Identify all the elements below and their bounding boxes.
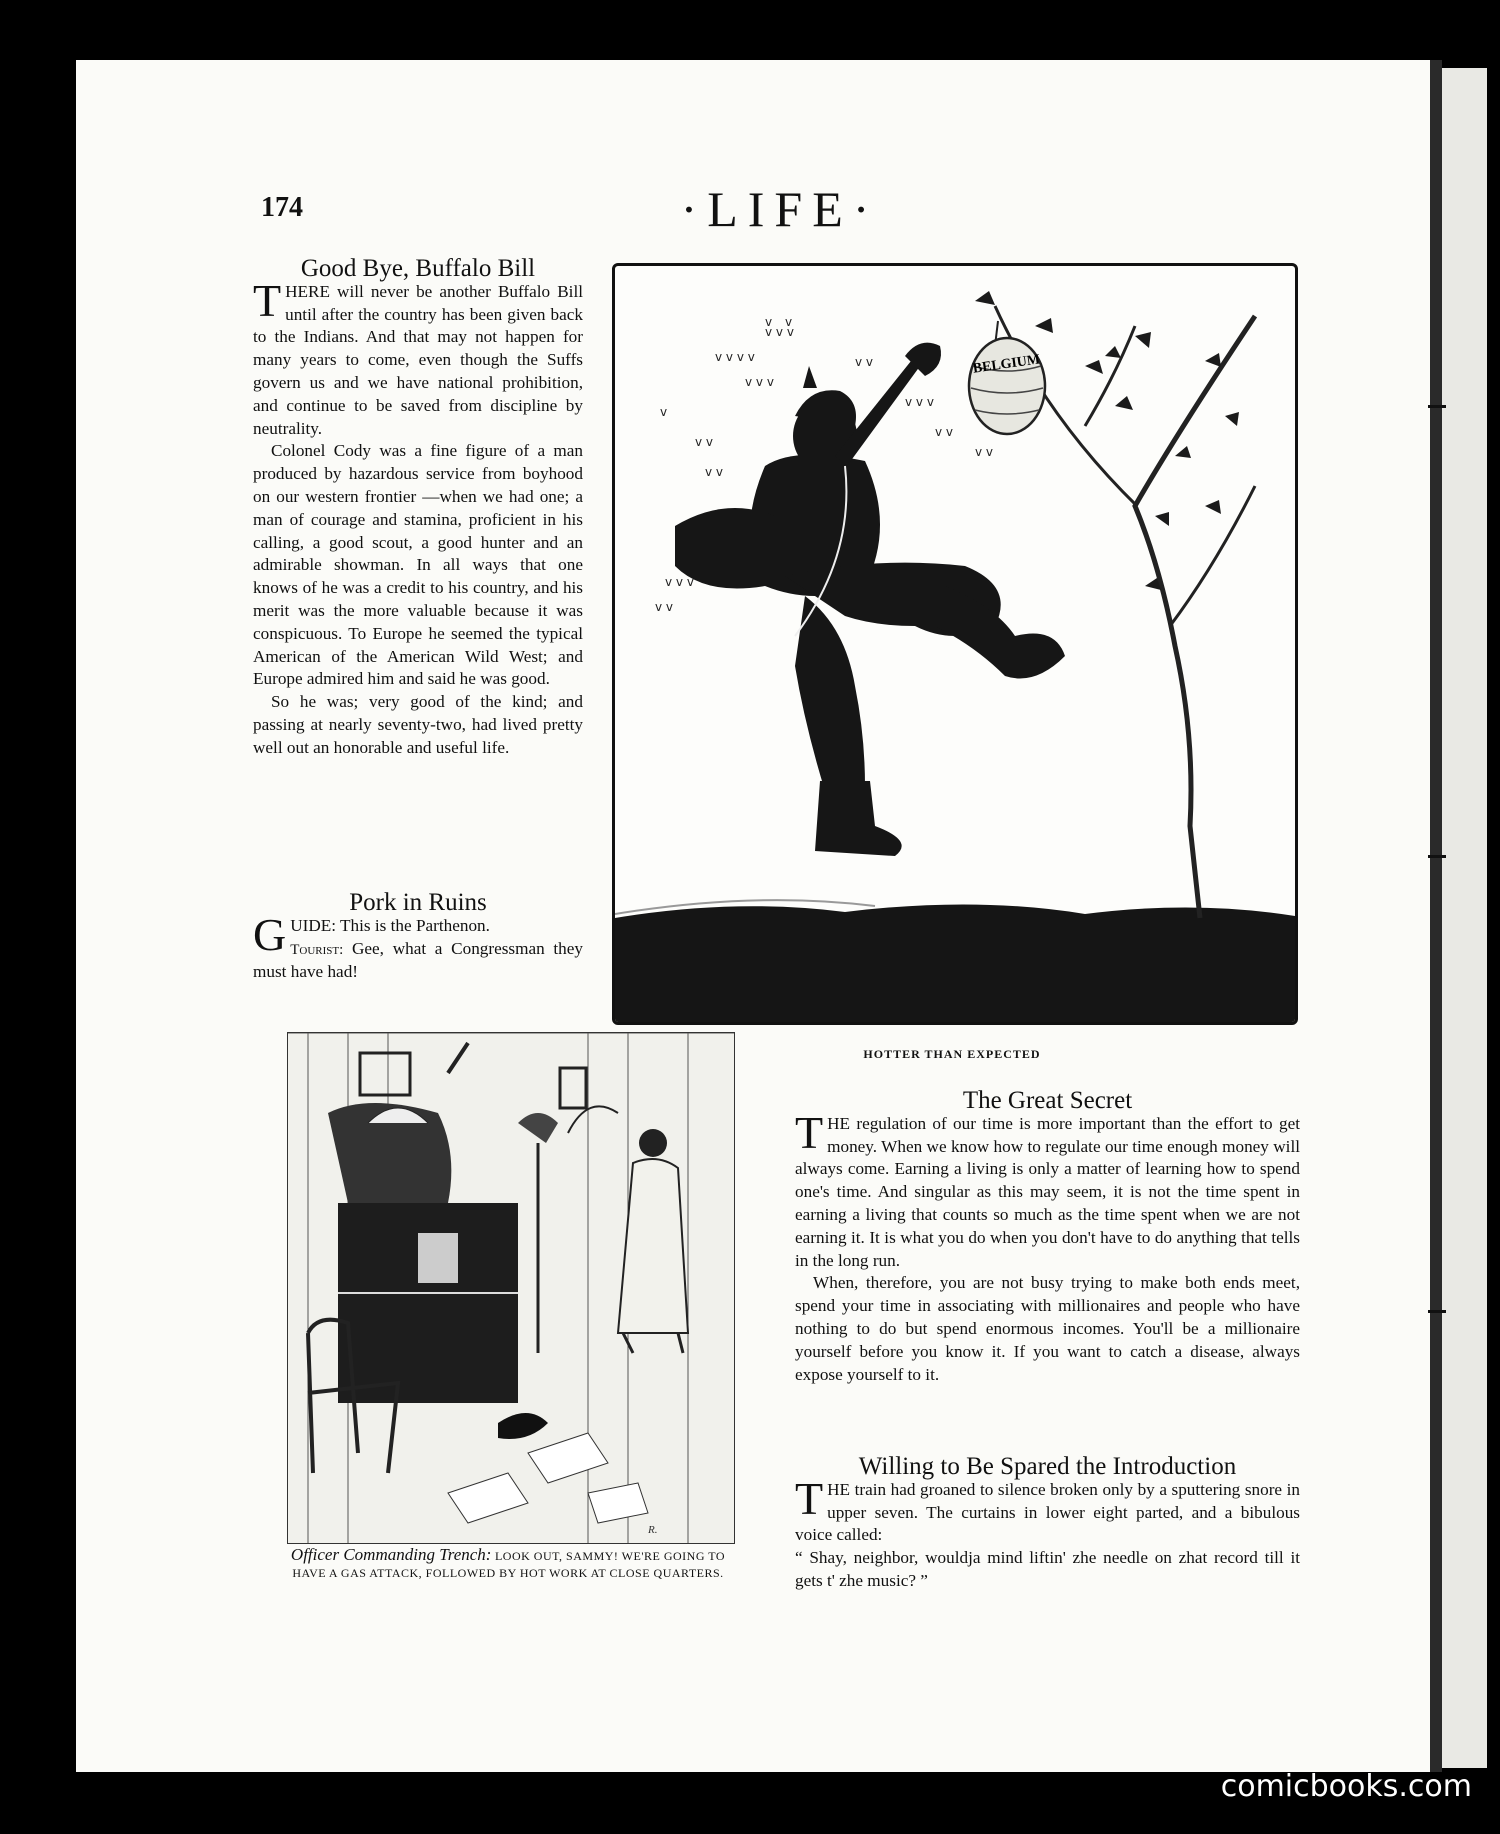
svg-text:v v v: v v v: [905, 395, 934, 409]
hive-label: BELGIUM: [971, 352, 1042, 377]
caption-speaker: Officer Commanding Trench:: [290, 1545, 492, 1564]
sketch-illustration: [287, 1032, 735, 1544]
svg-text:v: v: [765, 315, 773, 329]
svg-text:v v: v v: [935, 425, 954, 439]
masthead-title: ·LIFE·: [680, 181, 880, 237]
svg-text:v v v: v v v: [745, 375, 774, 389]
paragraph-text: HE regulation of our time is more important than the effort to get money. When we know how to regulate our time enough money will always come. Earning a living is only a matter of learning how to spend one's time. And singular as this may seem, it is not the time spent in earning a living that counts so much as the time spent when we are not earning it. It is what you do when you don't have to do anything that tells in the long run.: [795, 1113, 1300, 1270]
article-paragraph: When, therefore, you are not busy trying to make both ends meet, spend your time in associating with millionaires and people who have nothing to do but spend enormous incomes. You'll be a millionaire yourself before you know it. If you want to catch a disease, always expose yourself to it.: [795, 1273, 1300, 1384]
spine-stitch: [1428, 1310, 1446, 1313]
article-paragraph: “ Shay, neighbor, wouldja mind liftin' zhe needle on zhat record till it gets t' zhe music? ”: [795, 1548, 1300, 1590]
cartoon-drawing: [615, 266, 1295, 1022]
svg-text:v v v v: v v v v: [715, 350, 755, 364]
spine-stitch: [1428, 855, 1446, 858]
site-watermark: comicbooks.com: [1220, 1769, 1472, 1804]
svg-text:v v: v v: [705, 465, 724, 479]
svg-text:v v v: v v v: [665, 575, 694, 589]
article-title: Good Bye, Buffalo Bill: [300, 255, 536, 282]
svg-text:v: v: [785, 315, 793, 329]
drop-cap: T: [795, 1106, 824, 1158]
svg-text:v v: v v: [855, 355, 874, 369]
article-great-secret: [795, 1087, 1300, 1386]
svg-text:R.: R.: [648, 1524, 658, 1536]
svg-text:v v v: v v v: [765, 325, 794, 339]
article-title: The Great Secret: [962, 1087, 1133, 1114]
article-willing-to-be-spared: [795, 1453, 1300, 1593]
drop-cap: G: [253, 908, 287, 960]
paragraph-text: HERE will never be another Buffalo Bill until after the country has been given back to the Indians. And that may not happen for many years to come, even though the Suffs govern us and we have national prohibition, and continue to be saved from discipline by neutrality.: [253, 281, 583, 438]
cartoon-caption: HOTTER THAN EXPECTED: [863, 1047, 1041, 1061]
speaker-label: Tourist:: [290, 941, 344, 958]
caption-text: LOOK OUT, SAMMY! WE'RE GOING TO HAVE A GAS ATTACK, FOLLOWED BY HOT WORK AT CLOSE QUARTERS.: [292, 1549, 726, 1580]
paragraph-text: HE train had groaned to silence broken only by a sputtering snore in upper seven. The curtains in lower eight parted, and a bibulous voice called:: [795, 1479, 1300, 1545]
svg-text:v v: v v: [655, 600, 674, 614]
article-paragraph: [795, 1472, 1300, 1547]
page-number: 174: [261, 192, 303, 223]
drop-cap: T: [795, 1472, 824, 1524]
article-paragraph: [795, 1106, 1300, 1273]
facing-page-edge: [1442, 68, 1487, 1768]
article-title: Willing to Be Spared the Introduction: [858, 1453, 1237, 1480]
article-pork-in-ruins: [253, 889, 584, 984]
drop-cap: T: [253, 274, 282, 326]
book-spine: [1430, 60, 1442, 1772]
article-buffalo-bill: [253, 255, 583, 760]
svg-text:v v: v v: [695, 435, 714, 449]
svg-text:v v: v v: [975, 445, 994, 459]
article-paragraph: Colonel Cody was a fine figure of a man produced by hazardous service from boyhood on our western frontier —when we had one; a man of courage and stamina, proficient in his calling, a good scout, a good hunter and an admirable showman. In all ways that one knows of he was a credit to his country, and his merit was the more valuable because it was conspicuous. To Europe he seemed the typical American of the American Wild West; and Europe admired him and said he was good.: [253, 441, 583, 689]
sketch-caption: [283, 1547, 733, 1582]
sketch-drawing: [288, 1033, 734, 1543]
dialogue-line: Gee, what a Congressman they must have had!: [253, 938, 584, 982]
article-paragraph: [253, 274, 583, 441]
spine-stitch: [1428, 405, 1446, 408]
article-paragraph: So he was; very good of the kind; and passing at nearly seventy-two, had lived pretty well out an honorable and useful life.: [253, 692, 583, 757]
article-paragraph: [253, 908, 584, 984]
cartoon-illustration: [612, 263, 1298, 1025]
article-title: Pork in Ruins: [349, 889, 487, 916]
svg-text:v: v: [660, 405, 668, 419]
dialogue-line: UIDE: This is the Parthenon.: [290, 915, 490, 935]
